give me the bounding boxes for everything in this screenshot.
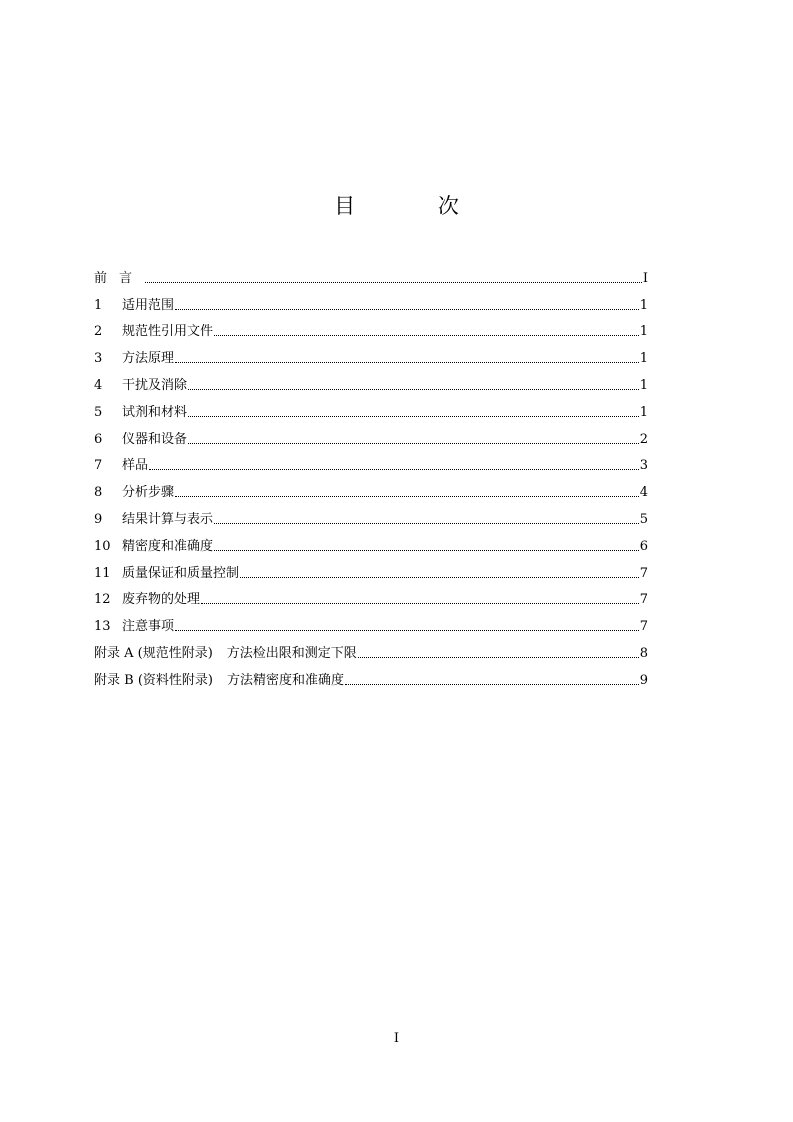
toc-entry-page: 7 (639, 565, 648, 581)
toc-entry-label: 试剂和材料 (122, 404, 188, 420)
toc-leader (214, 550, 639, 551)
toc-entry-6[interactable] (94, 421, 648, 448)
toc-leader (188, 389, 639, 390)
toc-entry-page: 3 (639, 458, 648, 474)
toc-entry-number: 1 (94, 297, 103, 313)
toc-leader (214, 523, 639, 524)
toc-entry-label: 方法精密度和准确度 (226, 672, 344, 688)
toc-entry-label: 方法检出限和测定下限 (226, 645, 357, 661)
toc-leader (358, 657, 639, 658)
toc-leader (188, 416, 639, 417)
toc-entry-page: 1 (639, 404, 648, 420)
toc-entry-number: 12 (94, 592, 111, 608)
page-number: I (393, 1031, 400, 1046)
toc-entry-page: 2 (639, 431, 648, 447)
page-title: 目 次 (334, 194, 497, 218)
toc-entry-label: 前言 (94, 270, 145, 286)
toc-entry-number: 8 (94, 485, 103, 501)
toc-entry-page: 7 (639, 619, 648, 635)
toc-entry-8[interactable] (94, 474, 648, 501)
toc-entry-page: 7 (639, 592, 648, 608)
toc-entry-page: 1 (639, 351, 648, 367)
toc-entry-label: 注意事项 (122, 619, 175, 635)
toc-entry-label: 方法原理 (122, 351, 175, 367)
toc-entry-page: 8 (639, 645, 648, 661)
toc-entry-preface[interactable] (94, 260, 648, 287)
toc-appendix-tag: 附录 B (资料性附录) (94, 672, 213, 688)
toc-entry-number: 10 (94, 538, 111, 554)
toc-entry-number: 7 (94, 458, 103, 474)
toc-entry-2[interactable] (94, 314, 648, 341)
toc-leader (201, 603, 639, 604)
toc-entry-12[interactable] (94, 582, 648, 609)
toc-leader (188, 443, 639, 444)
toc-entry-label: 适用范围 (122, 297, 175, 313)
toc-entry-3[interactable] (94, 340, 648, 367)
toc-entry-page: 1 (639, 297, 648, 313)
toc-entry-page: 6 (639, 538, 648, 554)
toc-entry-number: 4 (94, 377, 103, 393)
toc-appendix-tag: 附录 A (规范性附录) (94, 645, 213, 661)
toc-entry-label: 仪器和设备 (122, 431, 188, 447)
toc-entry-appendix-b[interactable] (94, 662, 648, 689)
toc-entry-label: 样品 (122, 458, 149, 474)
toc-entry-5[interactable] (94, 394, 648, 421)
toc-entry-4[interactable] (94, 367, 648, 394)
toc-entry-11[interactable] (94, 555, 648, 582)
toc-entry-appendix-a[interactable] (94, 635, 648, 662)
toc-entry-13[interactable] (94, 608, 648, 635)
toc-entry-page: 1 (639, 324, 648, 340)
toc-leader (175, 496, 639, 497)
toc-entry-number: 11 (94, 565, 111, 581)
toc-entry-9[interactable] (94, 501, 648, 528)
toc-entry-number: 5 (94, 404, 103, 420)
toc-leader (175, 309, 639, 310)
toc-entry-label: 干扰及消除 (122, 377, 188, 393)
toc-entry-label: 分析步骤 (122, 485, 175, 501)
toc-entry-number: 9 (94, 511, 103, 527)
toc-entry-page: 5 (639, 511, 648, 527)
toc-entry-1[interactable] (94, 287, 648, 314)
toc-leader (175, 630, 639, 631)
toc-entry-number: 2 (94, 324, 103, 340)
toc-entry-label: 精密度和准确度 (122, 538, 214, 554)
toc-leader (175, 362, 639, 363)
toc-leader (214, 335, 639, 336)
table-of-contents (94, 260, 648, 689)
toc-entry-7[interactable] (94, 448, 648, 475)
toc-leader (240, 577, 639, 578)
toc-entry-label: 结果计算与表示 (122, 511, 214, 527)
toc-entry-page: I (642, 270, 648, 286)
toc-entry-number: 3 (94, 351, 103, 367)
toc-entry-page: 4 (639, 485, 648, 501)
toc-entry-number: 6 (94, 431, 103, 447)
toc-entry-10[interactable] (94, 528, 648, 555)
toc-entry-number: 13 (94, 619, 111, 635)
toc-leader (149, 469, 639, 470)
toc-leader (145, 282, 642, 283)
toc-entry-label: 废弃物的处理 (122, 592, 201, 608)
toc-entry-page: 9 (639, 672, 648, 688)
toc-entry-label: 规范性引用文件 (122, 324, 214, 340)
toc-entry-label: 质量保证和质量控制 (122, 565, 240, 581)
toc-leader (345, 684, 639, 685)
toc-entry-page: 1 (639, 377, 648, 393)
